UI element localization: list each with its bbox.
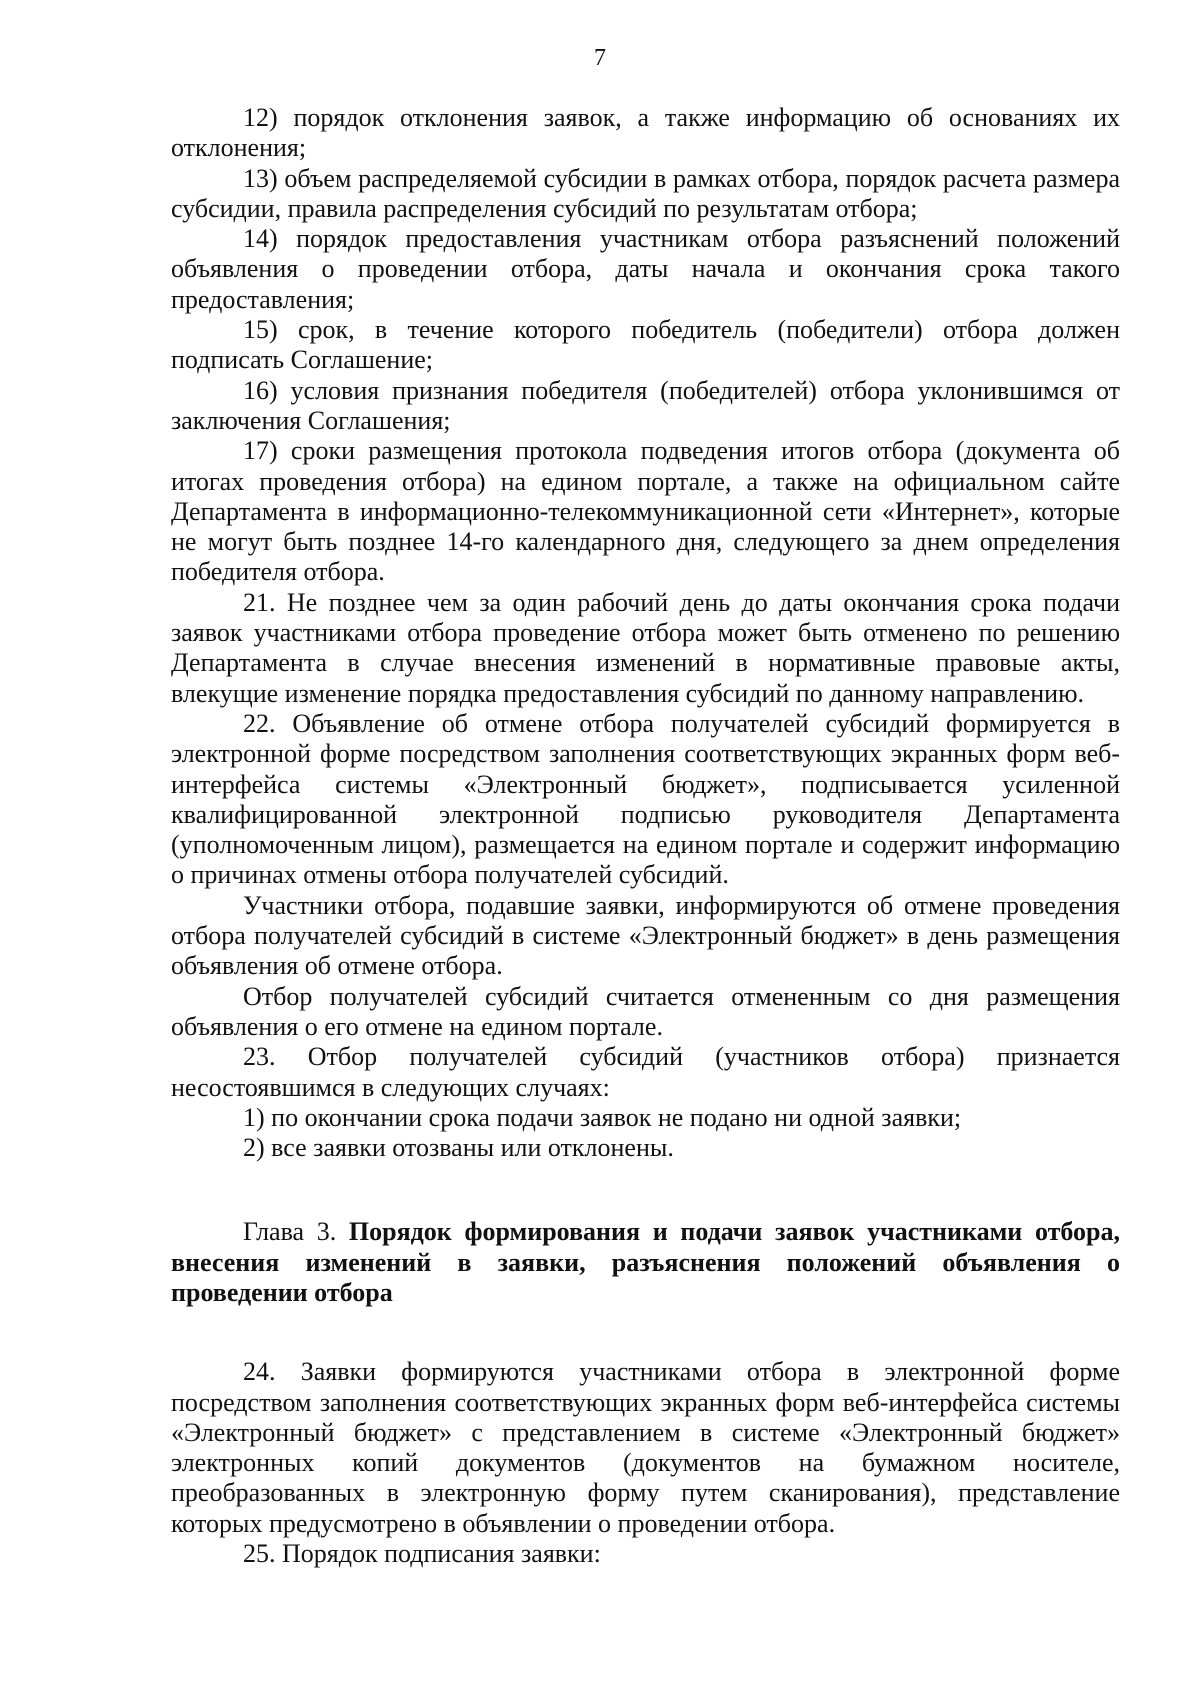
paragraph-item-16: 16) условия признания победителя (победителей) отбора уклонившимся от заключения Соглашения; bbox=[171, 375, 1120, 435]
chapter-label: Глава 3. bbox=[243, 1217, 337, 1247]
paragraph-case-2: 2) все заявки отозваны или отклонены. bbox=[243, 1133, 674, 1163]
paragraph-item-12: 12) порядок отклонения заявок, а также информацию об основаниях их отклонения; bbox=[171, 103, 1120, 163]
paragraph-participants-notice: Участники отбора, подавшие заявки, информируются об отмене проведения отбора получателей субсидий в системе «Электронный бюджет» в день размещения объявления об отмене отбора. bbox=[171, 890, 1120, 981]
paragraph-clause-22: 22. Объявление об отмене отбора получателей субсидий формируется в электронной форме посредством заполнения соответствующих экранных форм веб-интерфейса системы «Электронный бюджет», подписывается усиленной квалифицированной электронной подписью руководителя Департамента (уполномоченным лицом), размещается на едином портале и содержит информацию о причинах отмены отбора получателей субсидий. bbox=[171, 708, 1120, 890]
paragraph-cancellation-date: Отбор получателей субсидий считается отмененным со дня размещения объявления о его отмене на едином портале. bbox=[171, 981, 1120, 1041]
paragraph-case-1: 1) по окончании срока подачи заявок не подано ни одной заявки; bbox=[243, 1102, 962, 1132]
chapter-title: Порядок формирования и подачи заявок участниками отбора, внесения изменений в заявки, разъяснения положений объявления о проведении отбора bbox=[171, 1217, 1120, 1307]
document-body bbox=[171, 103, 1120, 1569]
paragraph-item-15: 15) срок, в течение которого победитель (победители) отбора должен подписать Соглашение; bbox=[171, 315, 1120, 375]
paragraph-item-17: 17) сроки размещения протокола подведения итогов отбора (документа об итогах проведения отбора) на едином портале, а также на официальном сайте Департамента в информационно-телекоммуникационной сети «Интернет», которые не могут быть позднее 14-го календарного дня, следующего за днем определения победителя отбора. bbox=[171, 436, 1120, 587]
page-number: 7 bbox=[594, 45, 606, 71]
paragraph-clause-21: 21. Не позднее чем за один рабочий день до даты окончания срока подачи заявок участниками отбора проведение отбора может быть отменено по решению Департамента в случае внесения изменений в нормативные правовые акты, влекущие изменение порядка предоставления субсидий по данному направлению. bbox=[171, 587, 1120, 708]
paragraph-clause-24: 24. Заявки формируются участниками отбора в электронной форме посредством заполнения соответствующих экранных форм веб-интерфейса системы «Электронный бюджет» с представлением в системе «Электронный бюджет» электронных копий документов (документов на бумажном носителе, преобразованных в электронную форму путем сканирования), представление которых предусмотрено в объявлении о проведении отбора. bbox=[171, 1357, 1120, 1538]
chapter-heading bbox=[171, 1217, 1120, 1308]
paragraph-item-13: 13) объем распределяемой субсидии в рамках отбора, порядок расчета размера субсидии, правила распределения субсидий по результатам отбора; bbox=[171, 163, 1120, 223]
paragraph-clause-25: 25. Порядок подписания заявки: bbox=[243, 1539, 601, 1569]
paragraph-clause-23: 23. Отбор получателей субсидий (участников отбора) признается несостоявшимся в следующих случаях: bbox=[171, 1042, 1120, 1102]
paragraph-item-14: 14) порядок предоставления участникам отбора разъяснений положений объявления о проведении отбора, даты начала и окончания срока такого предоставления; bbox=[171, 224, 1120, 314]
